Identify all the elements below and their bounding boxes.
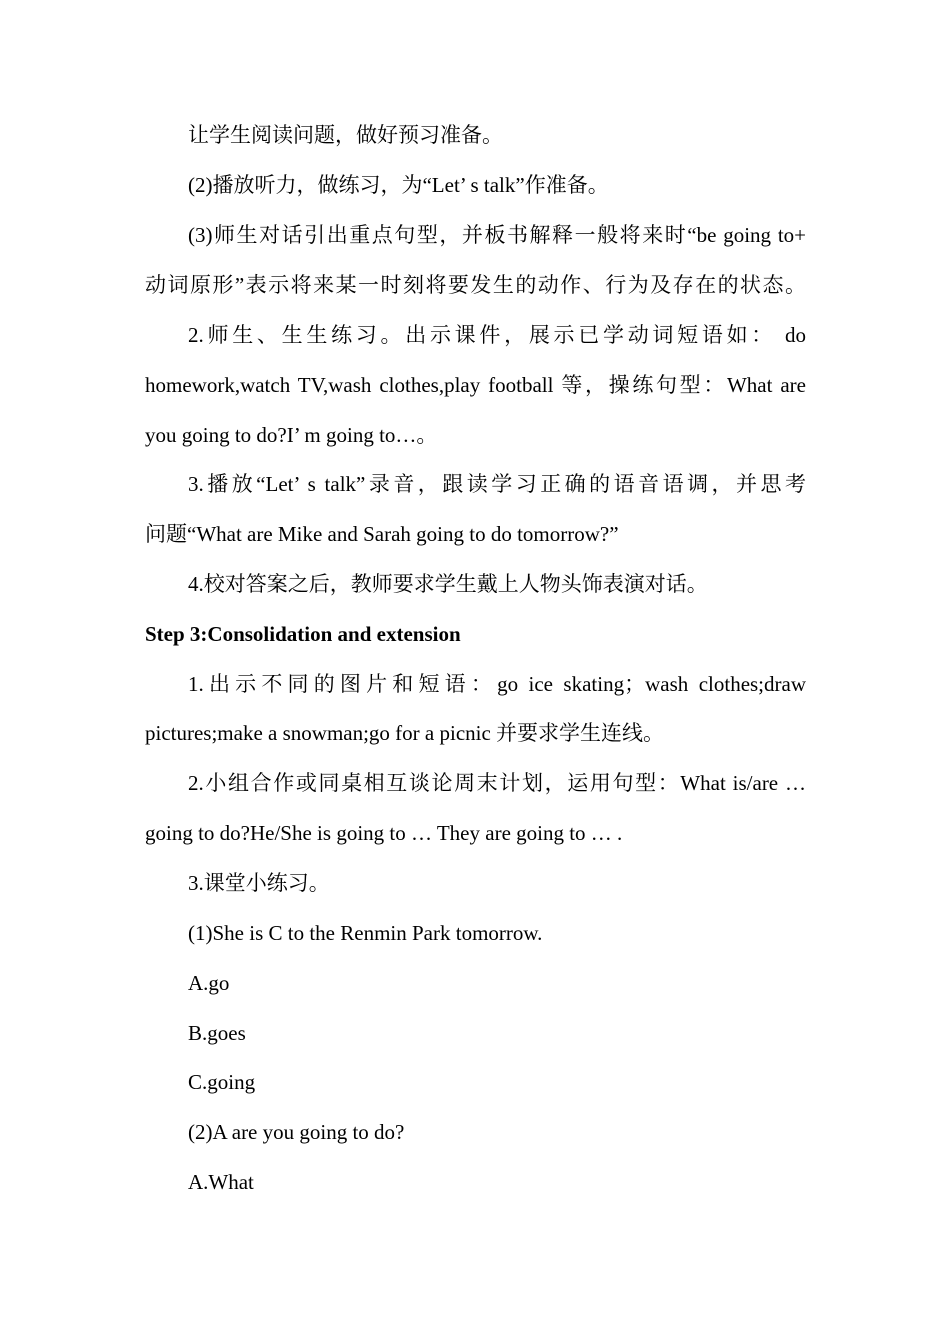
- paragraph-line: (2)播放听力，做练习，为“Let’ s talk”作准备。: [188, 173, 609, 197]
- section-heading: Step 3:Consolidation and extension: [145, 622, 461, 646]
- paragraph-line: 让学生阅读问题，做好预习准备。: [188, 123, 503, 147]
- paragraph-line: 动词原形”表示将来某一时刻将要发生的动作、行为及存在的状态。: [145, 273, 806, 297]
- paragraph-line: pictures;make a snowman;go for a picnic 并要求学生连线。: [145, 721, 665, 745]
- paragraph-line: 2.小组合作或同桌相互谈论周末计划，运用句型：What is/are …: [188, 771, 806, 795]
- exercise-option: A.go: [188, 971, 230, 995]
- paragraph-line: you going to do?I’ m going to…。: [145, 423, 438, 447]
- paragraph-line: (3)师生对话引出重点句型，并板书解释一般将来时“be going to+: [188, 223, 806, 247]
- paragraph-line: going to do?He/She is going to … They are going to … .: [145, 821, 623, 845]
- exercise-option: A.What: [188, 1170, 254, 1194]
- paragraph-line: 2.师生、生生练习。出示课件，展示已学动词短语如： do: [188, 323, 806, 347]
- paragraph-line: 问题“What are Mike and Sarah going to do tomorrow?”: [145, 522, 619, 546]
- exercise-question: (2)A are you going to do?: [188, 1120, 405, 1144]
- paragraph-line: 4.校对答案之后，教师要求学生戴上人物头饰表演对话。: [188, 572, 708, 596]
- exercise-option: B.goes: [188, 1021, 246, 1045]
- paragraph-line: 3.播放“Let’ s talk”录音，跟读学习正确的语音语调，并思考: [188, 472, 806, 496]
- exercise-question: (1)She is C to the Renmin Park tomorrow.: [188, 921, 543, 945]
- exercise-option: C.going: [188, 1070, 256, 1094]
- paragraph-line: homework,watch TV,wash clothes,play football 等，操练句型：What are: [145, 373, 806, 397]
- paragraph-line: 1.出示不同的图片和短语：go ice skating；wash clothes;draw: [188, 672, 806, 696]
- paragraph-line: 3.课堂小练习。: [188, 871, 330, 895]
